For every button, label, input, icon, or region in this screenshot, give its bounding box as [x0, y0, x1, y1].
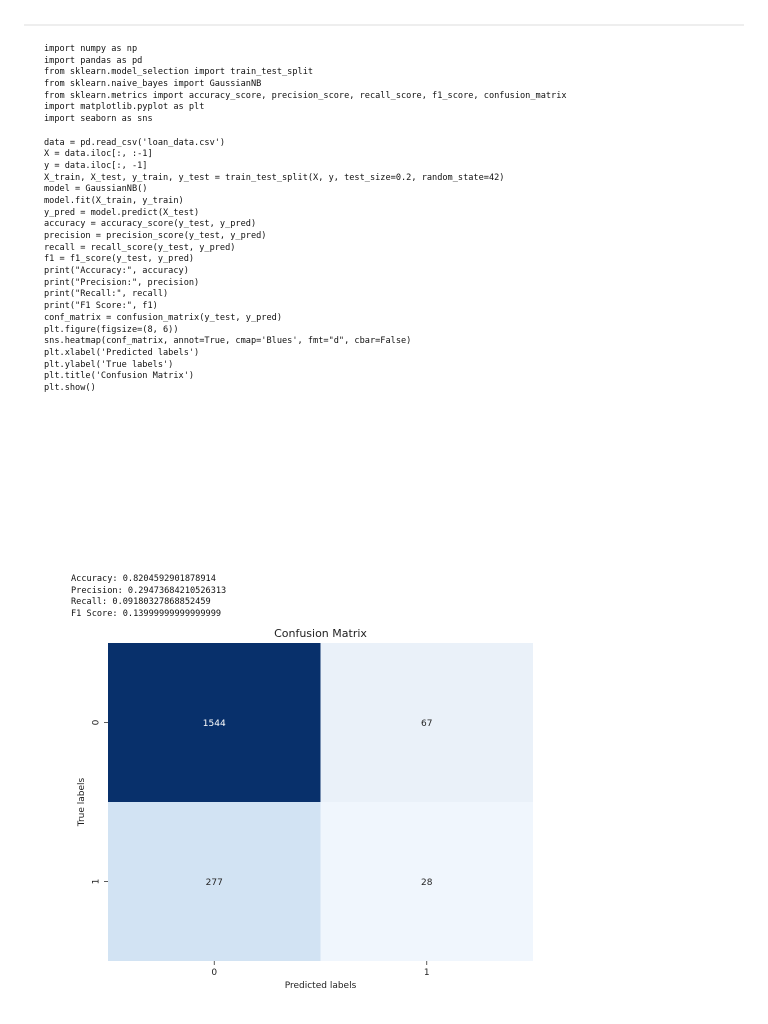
- code-line: recall = recall_score(y_test, y_pred): [44, 242, 236, 253]
- output-line: F1 Score: 0.13999999999999999: [71, 608, 222, 619]
- code-line: import matplotlib.pyplot as plt: [44, 102, 205, 113]
- y-tick-label: 0: [91, 719, 102, 726]
- output-line: Recall: 0.09180327868852459: [71, 597, 211, 607]
- cell-annotation: 67: [421, 719, 433, 729]
- code-line: import seaborn as sns: [44, 114, 153, 125]
- code-line: precision = precision_score(y_test, y_pred): [44, 231, 267, 241]
- code-line: plt.show(): [44, 382, 96, 393]
- code-line: X_train, X_test, y_train, y_test = train_test_split(X, y, test_size=0.2, random_state=42): [44, 172, 505, 183]
- code-line: print("Recall:", recall): [44, 289, 169, 300]
- code-line: print("Accuracy:", accuracy): [44, 266, 189, 277]
- code-line: accuracy = accuracy_score(y_test, y_pred): [44, 219, 257, 230]
- code-line: from sklearn.naive_bayes import GaussianNB: [44, 79, 262, 90]
- code-line: y = data.iloc[:, -1]: [44, 160, 148, 171]
- code-line: f1 = f1_score(y_test, y_pred): [44, 254, 195, 265]
- x-tick-label: 1: [423, 968, 430, 978]
- code-line: model.fit(X_train, y_train): [44, 195, 184, 206]
- code-line: import numpy as np: [44, 44, 138, 54]
- cell-annotation: 1544: [202, 719, 226, 729]
- code-line: sns.heatmap(conf_matrix, annot=True, cmap='Blues', fmt="d", cbar=False): [44, 336, 412, 347]
- code-line: X = data.iloc[:, :-1]: [44, 149, 153, 160]
- code-line: print("F1 Score:", f1): [44, 301, 158, 312]
- code-line: print("Precision:", precision): [44, 277, 200, 288]
- x-tick-label: 0: [211, 968, 218, 978]
- chart-title: Confusion Matrix: [274, 627, 367, 640]
- code-line: conf_matrix = confusion_matrix(y_test, y_pred): [44, 312, 282, 323]
- code-line: plt.xlabel('Predicted labels'): [44, 347, 200, 358]
- code-line: from sklearn.metrics import accuracy_score, precision_score, recall_score, f1_score, confusion_matrix: [44, 90, 567, 101]
- code-line: plt.title('Confusion Matrix'): [44, 371, 195, 382]
- code-line: model = GaussianNB(): [44, 184, 148, 195]
- code-line: plt.figure(figsize=(8, 6)): [44, 324, 179, 335]
- x-axis-label: Predicted labels: [284, 981, 357, 991]
- code-line: import pandas as pd: [44, 55, 143, 66]
- code-line: plt.ylabel('True labels'): [44, 359, 174, 370]
- code-line: data = pd.read_csv('loan_data.csv'): [44, 137, 226, 148]
- y-axis-label: True labels: [77, 777, 87, 827]
- output-line: Precision: 0.29473684210526313: [71, 585, 227, 596]
- code-line: from sklearn.model_selection import train_test_split: [44, 67, 314, 78]
- y-tick-label: 1: [91, 878, 102, 885]
- cell-annotation: 28: [421, 878, 433, 888]
- output-line: Accuracy: 0.8204592901878914: [71, 574, 216, 584]
- code-line: y_pred = model.predict(X_test): [44, 207, 200, 218]
- cell-annotation: 277: [205, 878, 223, 888]
